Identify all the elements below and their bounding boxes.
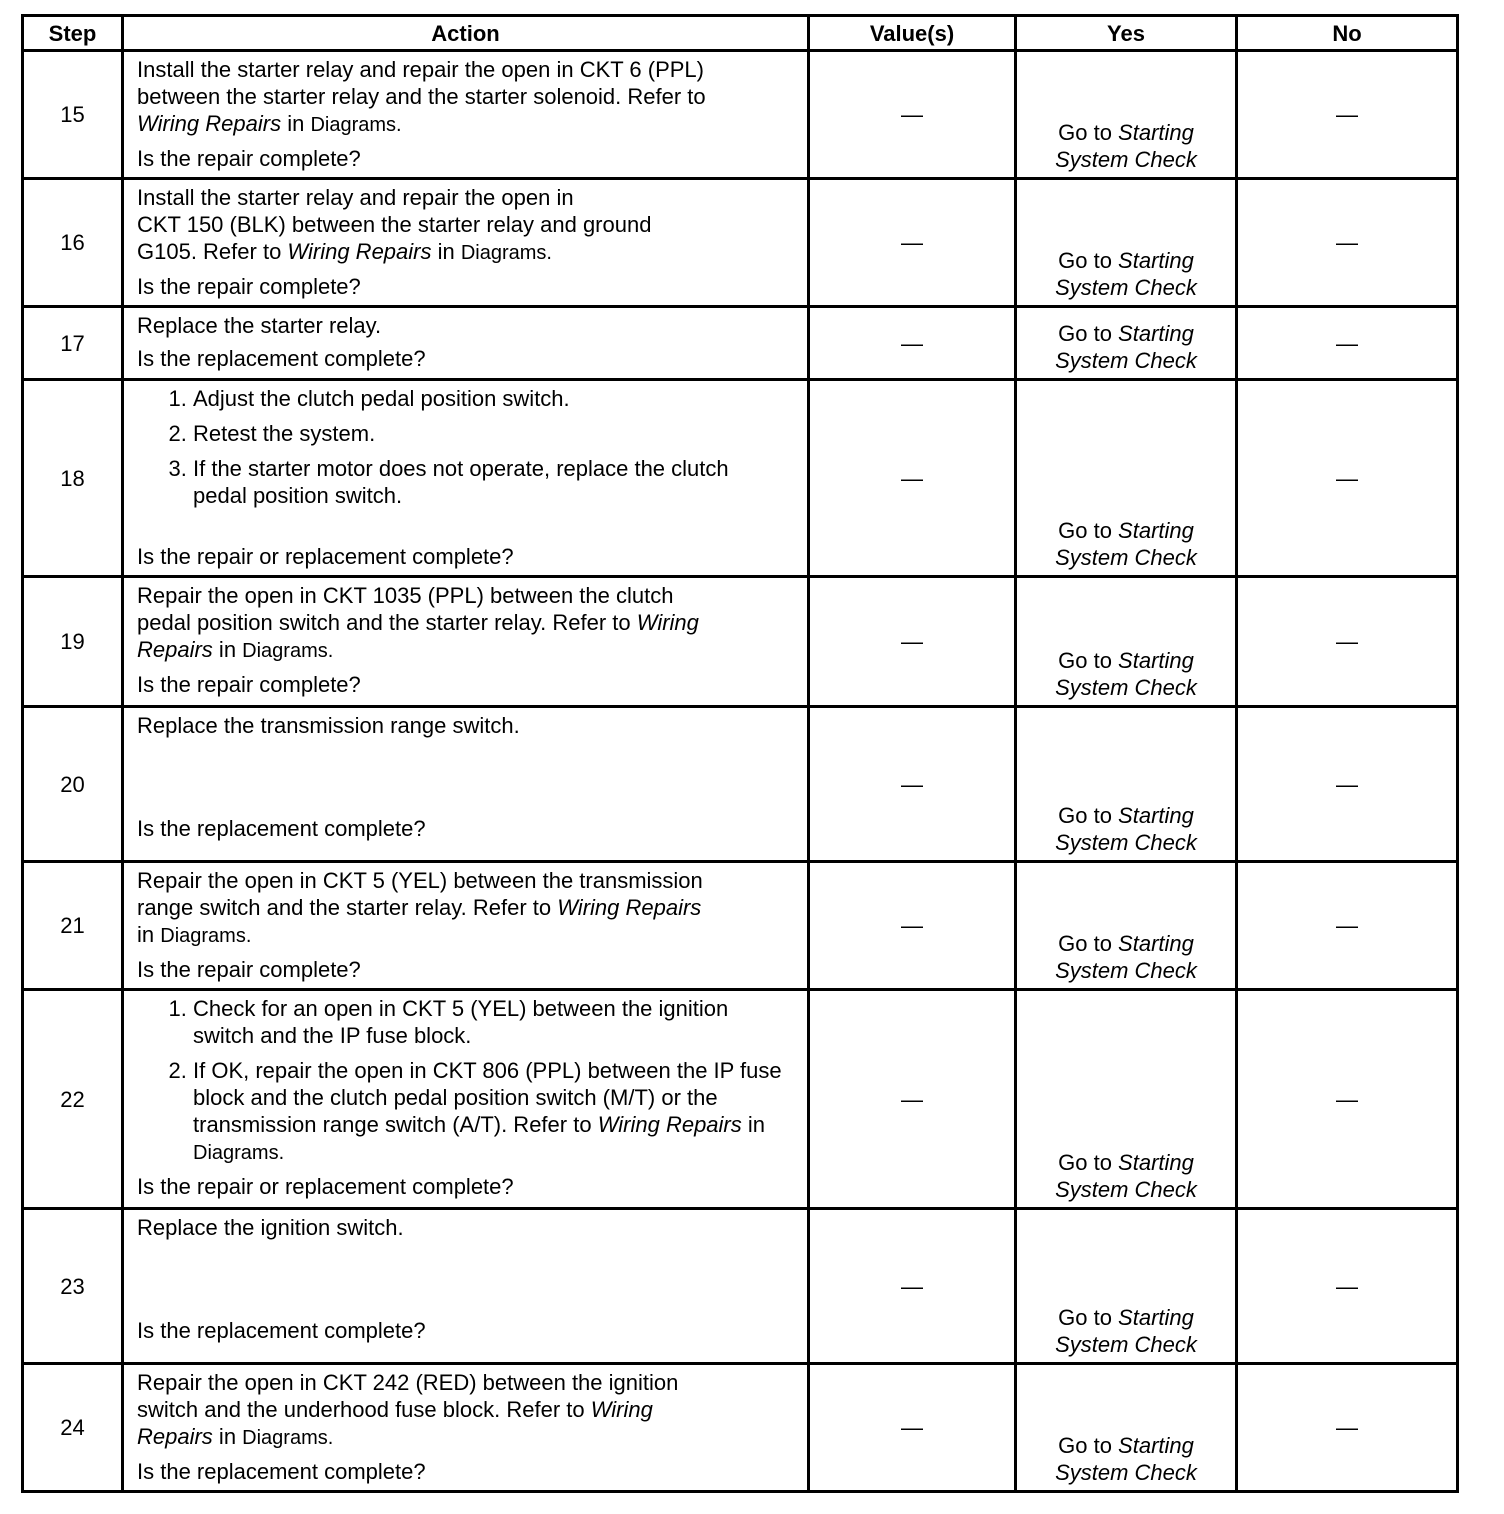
step-number: 17: [23, 307, 123, 380]
yes-cell: Go to Starting System Check: [1016, 1364, 1237, 1492]
value-cell: —: [809, 577, 1016, 707]
action-cell: Repair the open in CKT 242 (RED) between the ignition switch and the underhood fuse block. Refer to Wiring Repairs in Diagrams. Is the replacement complete?: [123, 1364, 809, 1492]
diagnostic-procedure-table: [21, 14, 1459, 1493]
step-number: 20: [23, 707, 123, 862]
value-cell: —: [809, 51, 1016, 179]
value-cell: —: [809, 990, 1016, 1209]
no-cell: —: [1237, 707, 1458, 862]
no-cell: —: [1237, 1209, 1458, 1364]
action-question: Is the replacement complete?: [137, 816, 426, 841]
reference-title: Wiring Repairs: [137, 111, 282, 136]
value-cell: —: [809, 179, 1016, 307]
table-row: [23, 1209, 1458, 1364]
table-header-row: [23, 16, 1458, 51]
no-cell: —: [1237, 862, 1458, 990]
value-cell: —: [809, 307, 1016, 380]
step-number: 15: [23, 51, 123, 179]
value-cell: —: [809, 862, 1016, 990]
action-question: Is the repair or replacement complete?: [137, 544, 514, 569]
action-line: between the starter relay and the starter solenoid. Refer to: [137, 84, 706, 109]
action-steps-list: [137, 385, 797, 509]
header-no: No: [1237, 16, 1458, 51]
table-row: [23, 51, 1458, 179]
table-row: [23, 862, 1458, 990]
action-question: Is the repair complete?: [137, 672, 361, 697]
action-cell: Install the starter relay and repair the open in CKT 150 (BLK) between the starter relay and ground G105. Refer to Wiring Repairs in Diagrams. Is the repair complete?: [123, 179, 809, 307]
action-cell: Repair the open in CKT 5 (YEL) between the transmission range switch and the starter relay. Refer to Wiring Repairs in Diagrams. Is the repair complete?: [123, 862, 809, 990]
list-item: 1. Adjust the clutch pedal position switch.: [193, 385, 797, 412]
action-cell: Replace the ignition switch. Is the replacement complete?: [123, 1209, 809, 1364]
yes-target: System Check: [1055, 147, 1197, 172]
step-number: 19: [23, 577, 123, 707]
yes-cell: Go to Starting System Check: [1016, 307, 1237, 380]
value-cell: —: [809, 707, 1016, 862]
action-question: Is the replacement complete?: [137, 346, 426, 371]
action-cell: [123, 380, 809, 577]
table-row: [23, 307, 1458, 380]
step-number: 23: [23, 1209, 123, 1364]
action-line: Install the starter relay and repair the open in CKT 6 (PPL): [137, 57, 704, 82]
step-number: 24: [23, 1364, 123, 1492]
no-cell: —: [1237, 307, 1458, 380]
value-cell: —: [809, 1364, 1016, 1492]
yes-cell: Go to Starting System Check: [1016, 51, 1237, 179]
header-values: Value(s): [809, 16, 1016, 51]
yes-cell: Go to Starting System Check: [1016, 179, 1237, 307]
step-number: 16: [23, 179, 123, 307]
step-number: 22: [23, 990, 123, 1209]
no-cell: —: [1237, 990, 1458, 1209]
action-question: Is the repair complete?: [137, 274, 361, 299]
list-item: 1. Check for an open in CKT 5 (YEL) between the ignition switch and the IP fuse block.: [193, 995, 753, 1049]
action-question: Is the repair or replacement complete?: [137, 1174, 514, 1199]
table-row: [23, 707, 1458, 862]
table-row: [23, 380, 1458, 577]
no-cell: —: [1237, 51, 1458, 179]
action-question: Is the repair complete?: [137, 957, 361, 982]
no-cell: —: [1237, 380, 1458, 577]
action-question: Is the repair complete?: [137, 146, 361, 171]
header-step: Step: [23, 16, 123, 51]
no-cell: —: [1237, 577, 1458, 707]
list-item: 2. Retest the system.: [193, 420, 797, 447]
action-cell: Replace the starter relay. Is the replacement complete?: [123, 307, 809, 380]
action-reference: Wiring Repairs in Diagrams.: [137, 111, 402, 136]
list-item: 3. If the starter motor does not operate, replace the clutch pedal position switch.: [193, 455, 753, 509]
action-question: Is the replacement complete?: [137, 1459, 426, 1484]
action-cell: [123, 51, 809, 179]
action-cell: [123, 990, 809, 1209]
yes-cell: Go to Starting System Check: [1016, 862, 1237, 990]
action-steps-list: [137, 995, 797, 1167]
table-row: [23, 990, 1458, 1209]
yes-cell: Go to Starting System Check: [1016, 1209, 1237, 1364]
action-question: Is the replacement complete?: [137, 1318, 426, 1343]
action-reference: G105. Refer to Wiring Repairs in Diagrams.: [137, 239, 552, 264]
header-action: Action: [123, 16, 809, 51]
step-number: 21: [23, 862, 123, 990]
table-row: [23, 1364, 1458, 1492]
list-item: 2. If OK, repair the open in CKT 806 (PPL) between the IP fuse block and the clutch pedal position switch (M/T) or the transmission range switch (A/T). Refer to Wiring Repairs in Diagrams.: [193, 1057, 793, 1167]
yes-cell: Go to Starting System Check: [1016, 577, 1237, 707]
action-cell: Repair the open in CKT 1035 (PPL) between the clutch pedal position switch and the starter relay. Refer to Wiring Repairs in Diagrams. Is the repair complete?: [123, 577, 809, 707]
no-cell: —: [1237, 1364, 1458, 1492]
yes-cell: Go to Starting System Check: [1016, 380, 1237, 577]
value-cell: —: [809, 380, 1016, 577]
yes-cell: Go to Starting System Check: [1016, 707, 1237, 862]
value-cell: —: [809, 1209, 1016, 1364]
yes-cell: Go to Starting System Check: [1016, 990, 1237, 1209]
table-row: [23, 577, 1458, 707]
action-cell: Replace the transmission range switch. Is the replacement complete?: [123, 707, 809, 862]
table-row: [23, 179, 1458, 307]
step-number: 18: [23, 380, 123, 577]
no-cell: —: [1237, 179, 1458, 307]
header-yes: Yes: [1016, 16, 1237, 51]
